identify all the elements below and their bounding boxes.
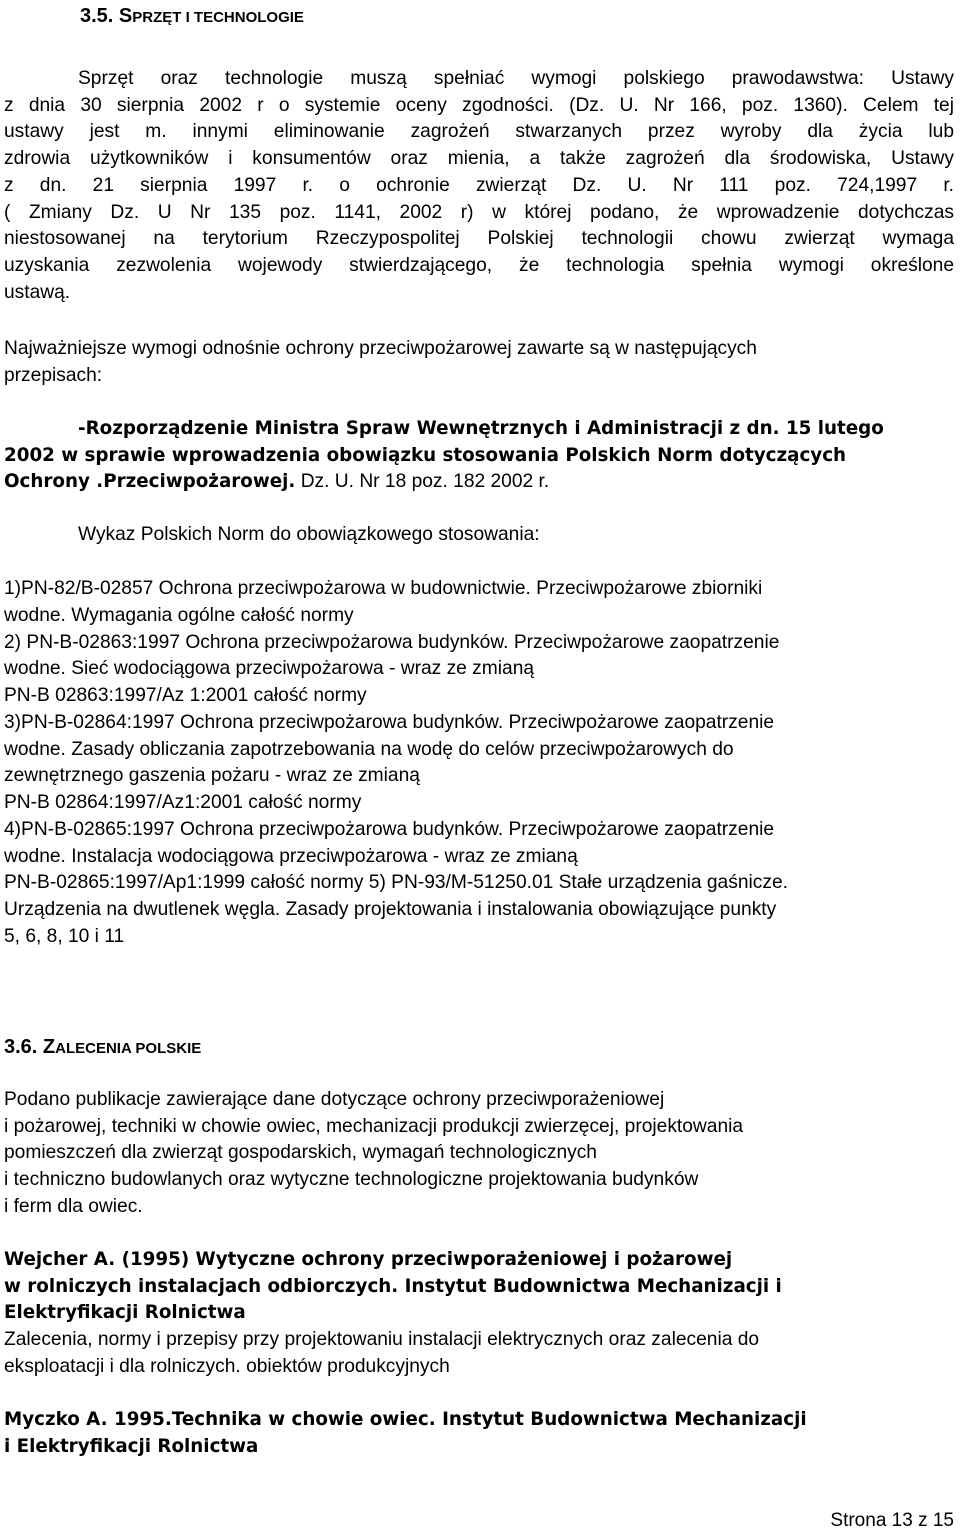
reference-title-line: w rolniczych instalacjach odbiorczych. Instytut Budownictwa Mechanizacji i [4,1275,782,1297]
paragraph-technology-requirements [4,66,954,306]
paragraph-line: ustawą. [4,281,71,303]
section-3-5-heading [80,4,304,30]
paragraph-line: z dn. 21 sierpnia 1997 r. o ochronie zwierząt Dz. U. Nr 111 poz. 724,1997 r. [4,174,954,196]
regulation-line: -Rozporządzenie Ministra Spraw Wewnętrznych i Administracji z dn. 15 lutego [78,418,884,439]
section-title-rest: PRZĘT I TECHNOLOGIE [132,9,304,26]
paragraph-line: ( Zmiany Dz. U Nr 135 poz. 1141, 2002 r) w której podano, że wprowadzenie dotychczas [4,201,954,223]
page-number: Strona 13 z 15 [830,1510,954,1531]
regulation-plain-text: Dz. U. Nr 18 poz. 182 2002 r. [295,471,550,492]
section-title-initial: Z [42,1036,56,1058]
reference-title-line: Elektryfikacji Rolnictwa [4,1302,246,1324]
paragraph-line: z dnia 30 sierpnia 2002 r o systemie oceny zgodności. (Dz. U. Nr 166, poz. 1360). Celem tej [4,94,954,116]
paragraph-line: niestosowanej na terytorium Rzeczypospolitej Polskiej technologii chowu zwierząt wymaga [4,228,954,250]
paragraph-line: uzyskania zezwolenia wojewody stwierdzającego, że technologia spełnia wymogi określone [4,254,954,276]
section-title-rest: ALECENIA POLSKIE [55,1040,202,1057]
paragraph-line: Sprzęt oraz technologie muszą spełniać wymogi polskiego prawodawstwa: Ustawy [78,68,954,89]
paragraph-line: ustawy jest m. innymi eliminowanie zagrożeń stwarzanych przez wyroby dla życia lub [4,121,954,143]
section-title-initial: S [118,5,133,27]
regulation-reference [4,416,954,496]
norms-list-line: PN-B-02865:1997/Ap1:1999 całość normy 5) PN-93/M-51250.01 Stałe urządzenia gaśnicze. [4,872,788,894]
paragraph-fire-requirements [4,336,954,389]
regulation-bold-text: Ochrony .Przeciwpożarowej. [4,471,296,492]
norms-list-line: wodne. Sieć wodociągowa przeciwpożarowa - wraz ze zmianą [4,658,535,680]
section-number: 3.5. [80,5,119,27]
norms-list-line: 5, 6, 8, 10 i 11 [4,925,125,947]
paragraph-line: przepisach: [4,364,103,386]
reference-wejcher [4,1247,954,1381]
norms-list-line: 2) PN-B-02863:1997 Ochrona przeciwpożarowa budynków. Przeciwpożarowe zaopatrzenie [4,631,780,653]
reference-description-line: Zalecenia, normy i przepisy przy projektowaniu instalacji elektrycznych oraz zalecenia do [4,1329,760,1351]
norms-intro-text: Wykaz Polskich Norm do obowiązkowego stosowania: [78,524,540,545]
norms-list-line: wodne. Wymagania ogólne całość normy [4,604,354,626]
reference-myczko [4,1407,954,1460]
paragraph-line: i ferm dla owiec. [4,1195,143,1217]
norms-intro [4,522,954,549]
regulation-line: 2002 w sprawie wprowadzenia obowiązku stosowania Polskich Norm dotyczących [4,444,847,466]
reference-title-line: Myczko A. 1995.Technika w chowie owiec. Instytut Budownictwa Mechanizacji [4,1409,807,1430]
paragraph-line: pomieszczeń dla zwierząt gospodarskich, wymagań technologicznych [4,1142,597,1164]
norms-list-line: PN-B 02863:1997/Az 1:2001 całość normy [4,685,367,706]
section-3-6-heading [4,1035,201,1061]
norms-list-line: wodne. Instalacja wodociągowa przeciwpożarowa - wraz ze zmianą [4,845,578,867]
paragraph-publications [4,1087,954,1221]
reference-description-line: eksploatacji i dla rolniczych. obiektów produkcyjnych [4,1355,450,1377]
section-number: 3.6. [4,1036,43,1058]
norms-list-line: 3)PN-B-02864:1997 Ochrona przeciwpożarowa budynków. Przeciwpożarowe zaopatrzenie [4,711,775,733]
norms-list-line: 1)PN-82/B-02857 Ochrona przeciwpożarowa w budownictwie. Przeciwpożarowe zbiorniki [4,578,763,599]
paragraph-line: Podano publikacje zawierające dane dotyczące ochrony przeciwporażeniowej [4,1089,665,1110]
norms-list [4,576,954,951]
regulation-line [4,469,954,496]
reference-title-line: i Elektryfikacji Rolnictwa [4,1435,259,1457]
paragraph-line: i pożarowej, techniki w chowie owiec, mechanizacji produkcji zwierzęcej, projektowania [4,1115,744,1137]
norms-list-line: 4)PN-B-02865:1997 Ochrona przeciwpożarowa budynków. Przeciwpożarowe zaopatrzenie [4,818,775,840]
norms-list-line: Urządzenia na dwutlenek węgla. Zasady projektowania i instalowania obowiązujące punkty [4,899,777,920]
paragraph-line: Najważniejsze wymogi odnośnie ochrony przeciwpożarowej zawarte są w następujących [4,338,757,359]
norms-list-line: PN-B 02864:1997/Az1:2001 całość normy [4,792,362,813]
paragraph-line: i techniczno budowlanych oraz wytyczne technologiczne projektowania budynków [4,1169,699,1191]
norms-list-line: zewnętrznego gaszenia pożaru - wraz ze zmianą [4,765,420,787]
norms-list-line: wodne. Zasady obliczania zapotrzebowania na wodę do celów przeciwpożarowych do [4,738,734,760]
paragraph-line: zdrowia użytkowników i konsumentów oraz mienia, a także zagrożeń dla środowiska, Ustawy [4,148,954,170]
reference-title-line: Wejcher A. (1995) Wytyczne ochrony przeciwporażeniowej i pożarowej [4,1249,733,1270]
